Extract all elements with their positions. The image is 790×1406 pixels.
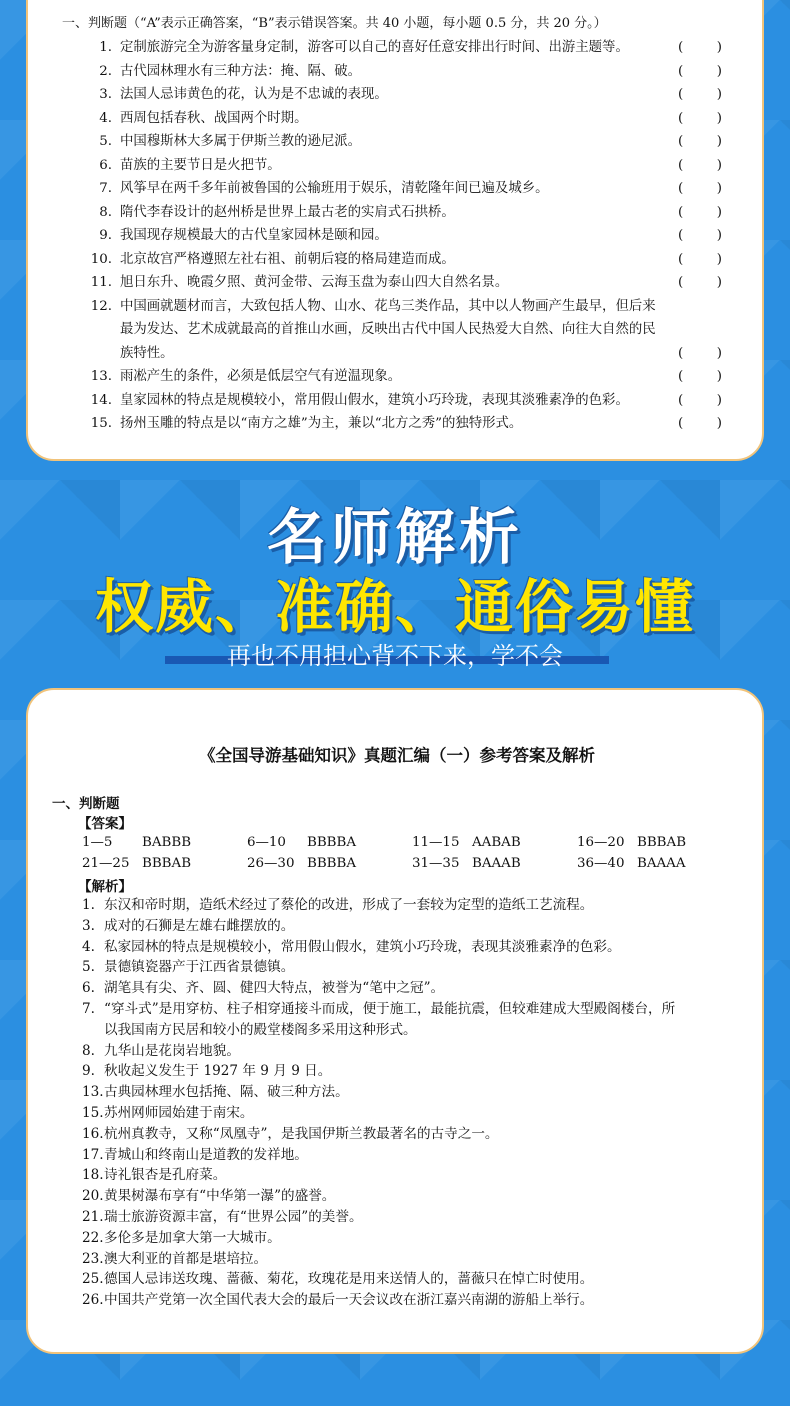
explanation-item (82, 895, 750, 916)
answer-range: 26—30 (247, 856, 295, 871)
answer-cell (82, 832, 191, 853)
question-text: 扬州玉雕的特点是以“南方之雄”为主，兼以“北方之秀”的独特形式。 (120, 416, 523, 431)
explanation-number: 15. (82, 1104, 104, 1121)
explanation-item (82, 1290, 750, 1311)
explanation-item (82, 957, 750, 978)
explanation-item (82, 1269, 750, 1290)
answer-cell (412, 832, 521, 853)
explanation-text: 九华山是花岗岩地貌。 (104, 1042, 240, 1059)
question-number: 11. (90, 275, 112, 290)
answer-cell (577, 832, 686, 853)
explanation-item (82, 1249, 750, 1270)
question-text: 皇家园林的特点是规模较小，常用假山假水，建筑小巧玲珑，表现其淡雅素净的色彩。 (120, 392, 629, 408)
explanation-item (82, 1165, 750, 1186)
answer-blank[interactable]: ( ) (678, 251, 722, 267)
question-number: 1. (99, 40, 112, 55)
explanation-text: 古典园林理水包括掩、隔、破三种方法。 (104, 1084, 349, 1101)
answer-value: BBBBA (307, 856, 357, 871)
explanation-item (82, 1186, 750, 1207)
question-text: 中国穆斯林大多属于伊斯兰教的逊尼派。 (120, 134, 362, 149)
explanation-number: 5. (82, 959, 95, 976)
question-text: 中国画就题材而言，大致包括人物、山水、花鸟三类作品，其中以人物画产生最早，但后来 最为发达、艺术成就最高的首推山水画，反映出古代中国人民热爱大自然、向往大自然的民 族特性。 (120, 298, 656, 361)
section-heading: 一、判断题（“A”表示正确答案，“B”表示错误答案。共 40 小题，每小题 0.5 分，共 20 分。） (62, 16, 607, 31)
explanation-text: 中国共产党第一次全国代表大会的最后一天会议改在浙江嘉兴南湖的游船上举行。 (104, 1292, 594, 1309)
answer-blank[interactable]: ( ) (678, 110, 722, 126)
question-item (82, 248, 722, 272)
explanation-item (82, 999, 750, 1041)
question-number: 13. (90, 369, 112, 384)
question-number: 10. (90, 251, 112, 267)
question-item (82, 365, 722, 389)
question-number: 7. (99, 181, 112, 196)
explanation-text: 瑞士旅游资源丰富，有“世界公园”的美誉。 (104, 1208, 363, 1225)
question-item (82, 107, 722, 131)
explanation-number: 9. (82, 1063, 95, 1080)
explanation-item (82, 1061, 750, 1082)
explanation-item (82, 937, 750, 958)
answer-value: BABBB (142, 835, 192, 850)
explain-tag: 【解析】 (78, 879, 132, 895)
explanation-item (82, 1082, 750, 1103)
question-text: 风筝早在两千多年前被鲁国的公输班用于娱乐，清乾隆年间已遍及城乡。 (120, 181, 549, 196)
question-text: 苗族的主要节日是火把节。 (120, 157, 281, 173)
answer-cell (412, 853, 521, 874)
explanation-text: 青城山和终南山是道教的发祥地。 (104, 1146, 308, 1163)
question-card (26, 0, 764, 461)
answer-value: BBBAB (142, 856, 192, 871)
explanation-number: 13. (82, 1084, 104, 1101)
answer-range: 21—25 (82, 856, 130, 871)
explanation-item (82, 1041, 750, 1062)
question-text: 古代园林理水有三种方法：掩、隔、破。 (120, 63, 362, 79)
explanation-item (82, 1207, 750, 1228)
answer-cell (247, 832, 356, 853)
answer-value: BBBBA (307, 835, 357, 850)
explanation-number: 7. (82, 1000, 95, 1017)
question-text: 雨凇产生的条件，必须是低层空气有逆温现象。 (120, 369, 402, 384)
answer-blank[interactable]: ( ) (678, 157, 722, 173)
explanation-number: 1. (82, 897, 95, 913)
explanation-number: 25. (82, 1271, 104, 1288)
explanation-text: 杭州真教寺，又称“凤凰寺”，是我国伊斯兰教最著名的古寺之一。 (104, 1125, 499, 1142)
explanation-text: 秋收起义发生于 1927 年 9 月 9 日。 (104, 1063, 332, 1080)
explanation-number: 18. (82, 1167, 104, 1184)
question-number: 9. (99, 228, 112, 243)
answer-blank[interactable]: ( ) (678, 87, 722, 102)
answer-blank[interactable]: ( ) (678, 345, 722, 361)
question-number: 15. (90, 416, 112, 431)
question-item (82, 154, 722, 178)
explanation-text: 景德镇瓷器产于江西省景德镇。 (104, 959, 295, 976)
question-text: 法国人忌讳黄色的花，认为是不忠诚的表现。 (120, 87, 388, 102)
question-number: 8. (99, 204, 112, 220)
section-heading: 一、判断题 (52, 796, 120, 812)
explanation-number: 17. (82, 1146, 104, 1163)
answer-grid (82, 832, 722, 874)
answer-value: BAAAA (637, 856, 686, 871)
question-item (82, 412, 722, 436)
explanation-number: 20. (82, 1188, 104, 1205)
explanation-text: 黄果树瀑布享有“中华第一瀑”的盛誉。 (104, 1188, 336, 1205)
answer-card (26, 688, 764, 1354)
explanation-number: 4. (82, 938, 95, 955)
question-number: 14. (90, 392, 112, 408)
answer-blank[interactable]: ( ) (678, 181, 722, 196)
banner-subtitle: 权威、准确、通俗易懂 (94, 573, 695, 641)
question-item (82, 60, 722, 84)
answer-row (82, 853, 722, 874)
explanation-number: 22. (82, 1229, 104, 1246)
explanation-number: 26. (82, 1292, 104, 1309)
explanation-text: “穿斗式”是用穿枋、柱子相穿通接斗而成，便于施工，最能抗震，但较难建成大型殿阁楼台，所 (104, 1000, 676, 1017)
answer-range: 31—35 (412, 856, 460, 871)
explanation-list (82, 895, 750, 1311)
explanation-item (82, 1228, 750, 1249)
question-number: 2. (99, 63, 112, 79)
answer-blank[interactable]: ( ) (678, 275, 722, 290)
explanation-item (82, 1103, 750, 1124)
explanation-number: 6. (82, 980, 95, 997)
question-number: 6. (99, 157, 112, 173)
question-item (82, 36, 722, 60)
explanation-item (82, 1145, 750, 1166)
answer-blank[interactable]: ( ) (678, 416, 722, 431)
explanation-number: 8. (82, 1042, 95, 1059)
question-text: 旭日东升、晚霞夕照、黄河金带、云海玉盘为泰山四大自然名景。 (120, 275, 509, 290)
question-item (82, 295, 722, 366)
answer-value: AABAB (472, 835, 521, 850)
answer-blank[interactable]: ( ) (678, 204, 722, 220)
question-number: 5. (99, 134, 112, 149)
answer-cell (577, 853, 686, 874)
banner-title: 名师解析 (267, 503, 523, 573)
question-item (82, 201, 722, 225)
explanation-item (82, 916, 750, 937)
question-number: 4. (99, 110, 112, 126)
question-number: 12. (90, 298, 112, 314)
question-text: 定制旅游完全为游客量身定制，游客可以自己的喜好任意安排出行时间、出游主题等。 (120, 40, 629, 55)
question-text: 北京故宫严格遵照左社右祖、前朝后寝的格局建造而成。 (120, 251, 455, 267)
banner-tagline: 再也不用担心背不下来，学不会 (227, 642, 563, 670)
answer-cell (82, 853, 191, 874)
question-text: 隋代李春设计的赵州桥是世界上最古老的实肩式石拱桥。 (120, 204, 455, 220)
explanation-number: 21. (82, 1208, 104, 1225)
explanation-text: 苏州网师园始建于南宋。 (104, 1104, 254, 1121)
explanation-text-cont: 以我国南方民居和较小的殿堂楼阁多采用这种形式。 (104, 1021, 417, 1038)
explanation-text: 德国人忌讳送玫瑰、蔷薇、菊花，玫瑰花是用来送情人的，蔷薇只在悼亡时使用。 (104, 1271, 594, 1288)
question-item (82, 224, 722, 248)
answer-range: 11—15 (412, 835, 460, 850)
question-item (82, 83, 722, 107)
answer-blank[interactable]: ( ) (678, 369, 722, 384)
explanation-number: 23. (82, 1250, 104, 1267)
answer-row (82, 832, 722, 853)
answer-cell (247, 853, 356, 874)
answer-range: 1—5 (82, 835, 113, 850)
explanation-text: 诗礼银杏是孔府菜。 (104, 1167, 227, 1184)
explanation-text: 私家园林的特点是规模较小，常用假山假水，建筑小巧玲珑，表现其淡雅素净的色彩。 (104, 938, 621, 955)
answer-value: BAAAB (472, 856, 521, 871)
question-item (82, 177, 722, 201)
explanation-item (82, 1124, 750, 1145)
explanation-text: 多伦多是加拿大第一大城市。 (104, 1229, 281, 1246)
explanation-number: 16. (82, 1125, 104, 1142)
answer-blank[interactable]: ( ) (678, 40, 722, 55)
explanation-text: 东汉和帝时期，造纸术经过了蔡伦的改进，形成了一套较为定型的造纸工艺流程。 (104, 897, 594, 913)
question-item (82, 271, 722, 295)
explanation-number: 3. (82, 917, 95, 934)
answer-range: 6—10 (247, 835, 286, 850)
answer-range: 36—40 (577, 856, 625, 871)
explanation-text: 湖笔具有尖、齐、圆、健四大特点，被誉为“笔中之冠”。 (104, 980, 445, 997)
answer-blank[interactable]: ( ) (678, 134, 722, 149)
answer-title: 《全国导游基础知识》真题汇编（一）参考答案及解析 (199, 746, 595, 765)
explanation-text: 澳大利亚的首都是堪培拉。 (104, 1250, 268, 1267)
answer-tag: 【答案】 (78, 816, 132, 832)
question-number: 3. (99, 87, 112, 102)
answer-blank[interactable]: ( ) (678, 63, 722, 79)
answer-blank[interactable]: ( ) (678, 228, 722, 243)
question-item (82, 389, 722, 413)
explanation-text: 成对的石狮是左雄右雌摆放的。 (104, 917, 295, 934)
question-text: 我国现存规模最大的古代皇家园林是颐和园。 (120, 228, 388, 243)
answer-blank[interactable]: ( ) (678, 392, 722, 408)
explanation-item (82, 978, 750, 999)
question-item (82, 130, 722, 154)
question-list (82, 36, 722, 436)
question-text: 西周包括春秋、战国两个时期。 (120, 110, 308, 126)
answer-value: BBBAB (637, 835, 687, 850)
answer-range: 16—20 (577, 835, 625, 850)
